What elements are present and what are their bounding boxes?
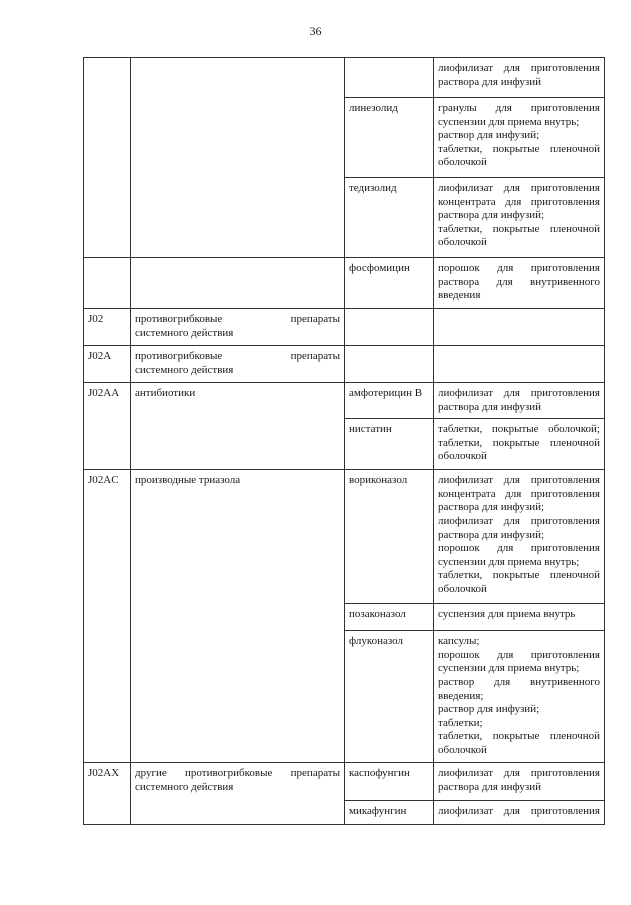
table-row (84, 470, 605, 604)
dosage-forms-cell (434, 309, 605, 346)
dosage-form-line: раствора для инфузий (438, 75, 541, 88)
dosage-forms-cell (434, 419, 605, 470)
dosage-form-line: оболочкой (438, 236, 487, 249)
drug-name (345, 346, 434, 383)
dosage-form-line: лиофилизат для приготовления (438, 387, 600, 399)
table-row (84, 346, 605, 383)
dosage-form-line: раствор для инфузий; (438, 129, 540, 142)
table-row (84, 383, 605, 419)
drug-name (345, 309, 434, 346)
drug-name: вориконазол (345, 470, 434, 604)
group-cell (131, 58, 345, 258)
dosage-form-line: порошок для приготовления (438, 542, 600, 555)
atc-code-cell (84, 258, 131, 309)
dosage-form-line: раствора для инфузий; (438, 501, 545, 514)
drug-name: амфотерицин В (345, 383, 434, 419)
dosage-form-line: раствора для инфузий (438, 400, 541, 413)
dosage-form-line: оболочкой (438, 743, 487, 756)
atc-code-cell: J02AC (84, 470, 131, 763)
dosage-form-line: таблетки, покрытые пленочной (438, 142, 600, 155)
dosage-form-line: оболочкой (438, 156, 487, 169)
dosage-forms-cell (434, 801, 605, 825)
page-number: 36 (309, 24, 322, 38)
dosage-form-line: суспензии для приема внутрь; (438, 662, 580, 675)
dosage-form-line: концентрата для приготовления (438, 195, 600, 208)
dosage-form-line: суспензии для приема внутрь; (438, 555, 580, 568)
dosage-form-line: таблетки, покрытые пленочной (438, 569, 600, 582)
dosage-form-line: раствора для инфузий; (438, 209, 545, 222)
dosage-form-line: порошок для приготовления (438, 648, 600, 661)
group-name-line: антибиотики (135, 387, 196, 399)
dosage-form-line: суспензия для приема внутрь (438, 608, 576, 621)
group-name-line: системного действия (135, 780, 234, 793)
dosage-form-line: оболочкой (438, 582, 487, 595)
group-cell (131, 258, 345, 309)
dosage-form-line: введения (438, 289, 481, 302)
drug-name: микафунгин (345, 801, 434, 825)
table-row (84, 258, 605, 309)
drug-name: тедизолид (345, 178, 434, 258)
dosage-form-line: таблетки, покрытые оболочкой; (438, 423, 600, 436)
dosage-forms-cell (434, 631, 605, 763)
group-cell (131, 309, 345, 346)
atc-code-cell: J02 (84, 309, 131, 346)
group-name-line: противогрибковые препараты (135, 350, 340, 362)
table-row (84, 58, 605, 98)
dosage-form-line: суспензии для приема внутрь; (438, 115, 580, 128)
dosage-forms-cell (434, 604, 605, 631)
dosage-form-line: лиофилизат для приготовления (438, 182, 600, 194)
dosage-form-line: раствор для внутривенного (438, 675, 600, 688)
drug-name: позаконазол (345, 604, 434, 631)
atc-code-cell (84, 58, 131, 258)
table-row (84, 763, 605, 801)
group-cell (131, 346, 345, 383)
dosage-forms-cell (434, 763, 605, 801)
dosage-forms-cell (434, 98, 605, 178)
atc-code-cell: J02AA (84, 383, 131, 470)
dosage-forms-cell (434, 58, 605, 98)
drug-name: флуконазол (345, 631, 434, 763)
drug-name: линезолид (345, 98, 434, 178)
group-name-line: системного действия (135, 326, 234, 339)
dosage-form-line: лиофилизат для приготовления (438, 62, 600, 74)
dosage-form-line: таблетки, покрытые пленочной (438, 436, 600, 449)
dosage-forms-cell (434, 346, 605, 383)
dosage-form-line: гранулы для приготовления (438, 102, 600, 114)
drug-name: нистатин (345, 419, 434, 470)
dosage-form-line: концентрата для приготовления (438, 487, 600, 500)
dosage-form-line: введения; (438, 689, 484, 702)
dosage-form-line: раствора для инфузий (438, 780, 541, 793)
group-name-line: системного действия (135, 363, 234, 376)
group-name-line: другие противогрибковые препараты (135, 767, 340, 780)
group-name-line: производные триазола (135, 474, 241, 487)
dosage-forms-cell (434, 383, 605, 419)
drug-name: фосфомицин (345, 258, 434, 309)
dosage-form-line: лиофилизат для приготовления (438, 767, 600, 780)
dosage-forms-cell (434, 178, 605, 258)
drug-table (83, 57, 605, 825)
group-cell (131, 383, 345, 470)
group-name-line: противогрибковые препараты (135, 313, 340, 325)
atc-code-cell: J02AX (84, 763, 131, 825)
dosage-form-line: порошок для приготовления (438, 262, 600, 274)
group-cell (131, 470, 345, 763)
dosage-form-line: лиофилизат для приготовления (438, 474, 600, 487)
dosage-form-line: оболочкой (438, 450, 487, 463)
dosage-form-line: капсулы; (438, 635, 480, 648)
drug-name: каспофунгин (345, 763, 434, 801)
dosage-form-line: раствор для инфузий; (438, 703, 540, 716)
drug-name (345, 58, 434, 98)
dosage-form-line: таблетки; (438, 716, 483, 729)
dosage-form-line: таблетки, покрытые пленочной (438, 222, 600, 235)
dosage-form-line: лиофилизат для приготовления (438, 514, 600, 527)
dosage-form-line: раствора для внутривенного (438, 275, 600, 288)
dosage-forms-cell (434, 258, 605, 309)
dosage-forms-cell (434, 470, 605, 604)
atc-code-cell: J02A (84, 346, 131, 383)
dosage-form-line: раствора для инфузий; (438, 528, 545, 541)
dosage-form-line: таблетки, покрытые пленочной (438, 730, 600, 743)
table-row (84, 309, 605, 346)
dosage-form-line: лиофилизат для приготовления (438, 805, 600, 818)
group-cell (131, 763, 345, 825)
